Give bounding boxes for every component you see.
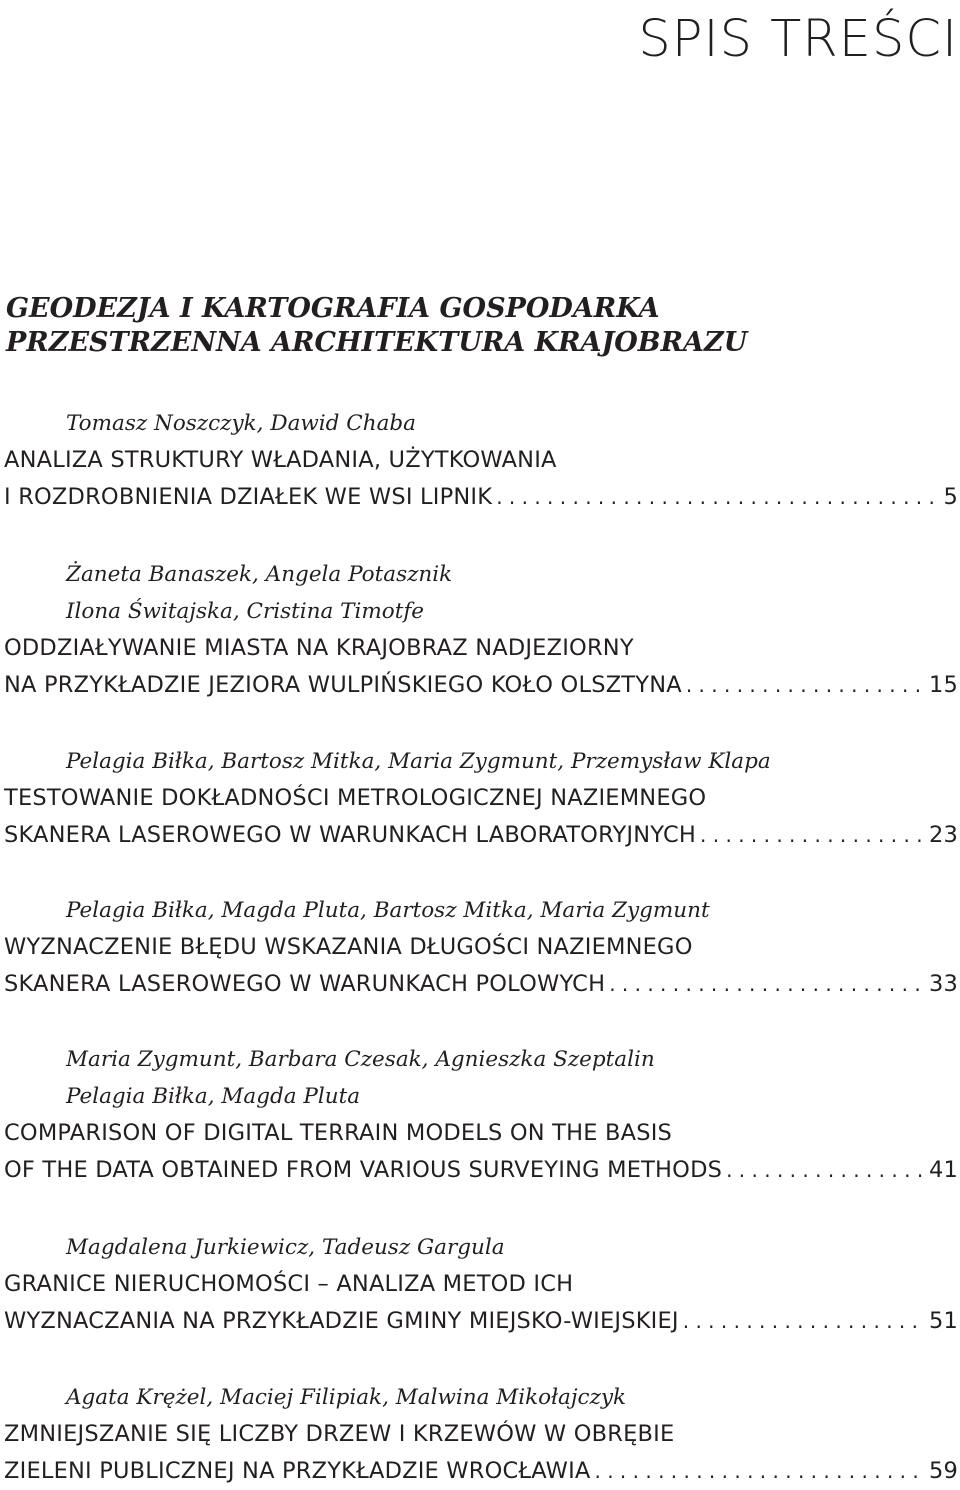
entry-title-line: ANALIZA STRUKTURY WŁADANIA, UŻYTKOWANIA (4, 447, 557, 473)
entry-title-line: WYZNACZENIE BŁĘDU WSKAZANIA DŁUGOŚCI NAZIEMNEGO (4, 934, 693, 960)
entry-title-line: TESTOWANIE DOKŁADNOŚCI METROLOGICZNEJ NAZIEMNEGO (4, 785, 707, 811)
entry-title-line: ZMNIEJSZANIE SIĘ LICZBY DRZEW I KRZEWÓW W OBRĘBIE (4, 1421, 675, 1447)
entry-authors: Żaneta Banaszek, Angela Potasznik (66, 562, 453, 587)
section-heading-line: PRZESTRZENNA ARCHITEKTURA KRAJOBRAZU (6, 327, 748, 358)
entry-authors: Maria Zygmunt, Barbara Czesak, Agnieszka Szeptalin (66, 1047, 655, 1072)
entry-authors: Magdalena Jurkiewicz, Tadeusz Gargula (66, 1235, 505, 1260)
entry-title-last-line (0, 966, 960, 1003)
entry-title-last-line (0, 1303, 960, 1340)
entry-page-number: 51 (928, 1308, 958, 1334)
entry-authors: Pelagia Biłka, Magda Pluta, Bartosz Mitka, Maria Zygmunt (66, 898, 710, 923)
page-title: SPIS TREŚCI (638, 10, 958, 69)
entry-title-line: GRANICE NIERUCHOMOŚCI – ANALIZA METOD ICH (4, 1271, 574, 1297)
entry-title-last-line (0, 667, 960, 704)
toc-entry[interactable] (0, 405, 960, 516)
entry-title-last-line (0, 1152, 960, 1189)
entry-authors: Ilona Świtajska, Cristina Timotfe (66, 599, 425, 624)
dot-leader (686, 667, 925, 704)
dot-leader (609, 966, 925, 1003)
entry-authors: Pelagia Biłka, Bartosz Mitka, Maria Zygmunt, Przemysław Klapa (66, 749, 771, 774)
toc-entry[interactable] (0, 1229, 960, 1340)
entry-page-number: 23 (928, 822, 958, 848)
entry-title-line: ZIELENI PUBLICZNEJ NA PRZYKŁADZIE WROCŁAWIA (4, 1458, 591, 1484)
entry-page-number: 59 (928, 1458, 958, 1484)
dot-leader (726, 1152, 925, 1189)
entry-title-line: SKANERA LASEROWEGO W WARUNKACH LABORATORYJNYCH (4, 822, 697, 848)
entry-authors: Agata Krężel, Maciej Filipiak, Malwina Mikołajczyk (66, 1385, 627, 1410)
entry-title-line: I ROZDROBNIENIA DZIAŁEK WE WSI LIPNIK (4, 484, 493, 510)
dot-leader (496, 479, 939, 516)
entry-title-line: COMPARISON OF DIGITAL TERRAIN MODELS ON THE BASIS (4, 1120, 673, 1146)
toc-entry[interactable] (0, 1379, 960, 1490)
entry-title-line: NA PRZYKŁADZIE JEZIORA WULPIŃSKIEGO KOŁO OLSZTYNA (4, 672, 682, 698)
toc-entry[interactable] (0, 743, 960, 854)
entry-title-line: OF THE DATA OBTAINED FROM VARIOUS SURVEYING METHODS (4, 1157, 723, 1183)
toc-entry[interactable] (0, 1041, 960, 1189)
entry-title-line: WYZNACZANIA NA PRZYKŁADZIE GMINY MIEJSKO-WIEJSKIEJ (4, 1308, 679, 1334)
dot-leader (683, 1303, 925, 1340)
dot-leader (595, 1453, 925, 1490)
entry-page-number: 5 (943, 484, 958, 510)
entry-title-line: ODDZIAŁYWANIE MIASTA NA KRAJOBRAZ NADJEZIORNY (4, 635, 634, 661)
entry-title-last-line (0, 479, 960, 516)
toc-entry[interactable] (0, 892, 960, 1003)
section-heading-line: GEODEZJA I KARTOGRAFIA GOSPODARKA (6, 293, 660, 324)
entry-page-number: 33 (928, 971, 958, 997)
toc-entry[interactable] (0, 556, 960, 704)
entry-page-number: 41 (928, 1157, 958, 1183)
dot-leader (700, 817, 925, 854)
entry-authors: Pelagia Biłka, Magda Pluta (66, 1084, 361, 1109)
entry-title-last-line (0, 817, 960, 854)
entry-page-number: 15 (928, 672, 958, 698)
section-heading (6, 292, 946, 360)
entry-authors: Tomasz Noszczyk, Dawid Chaba (66, 411, 416, 436)
entry-title-line: SKANERA LASEROWEGO W WARUNKACH POLOWYCH (4, 971, 606, 997)
entry-title-last-line (0, 1453, 960, 1490)
